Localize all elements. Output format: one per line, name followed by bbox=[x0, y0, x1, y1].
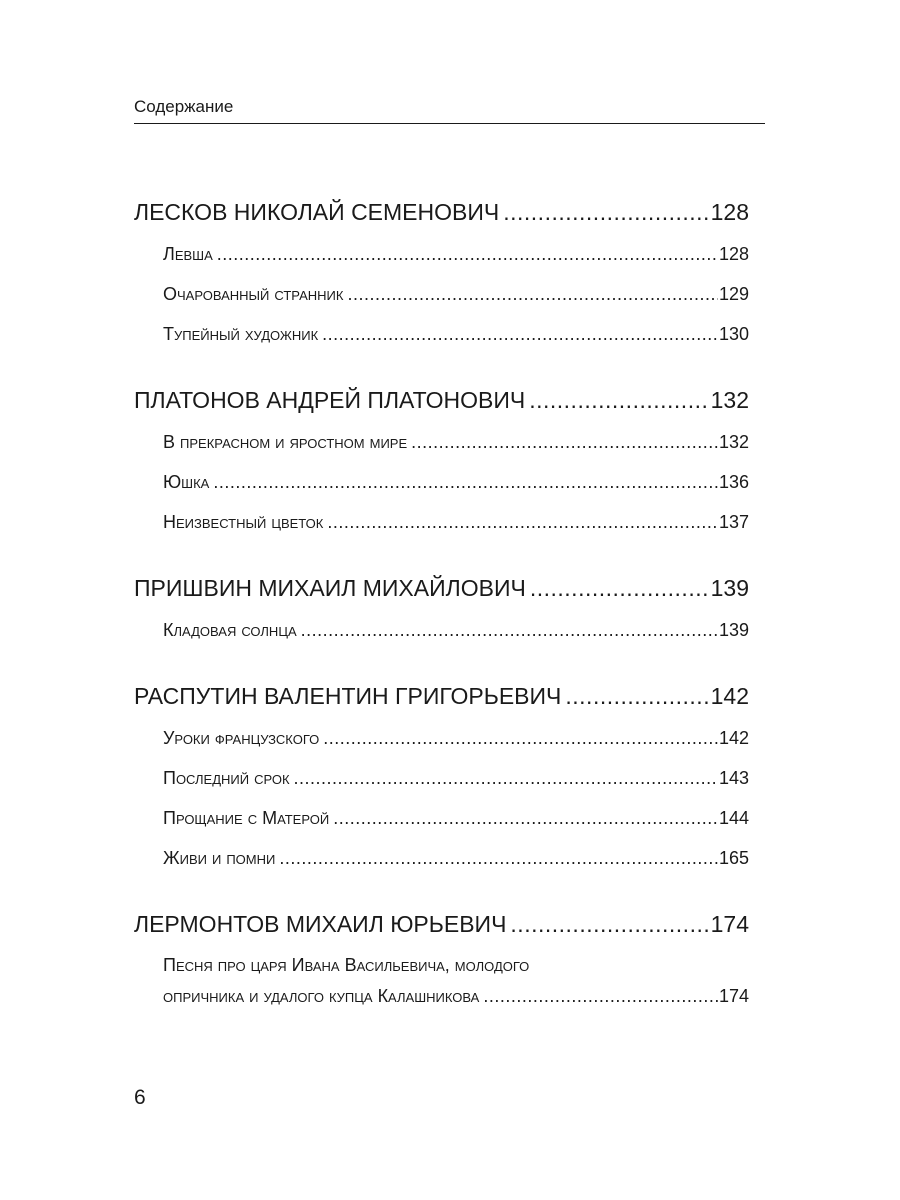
work-title: Прощание с Матерой bbox=[163, 808, 330, 828]
page-number: 165 bbox=[718, 848, 749, 868]
work-title: Тупейный художник bbox=[163, 324, 319, 344]
toc-work-entry[interactable] bbox=[134, 718, 749, 758]
dot-leader bbox=[213, 462, 718, 502]
author-name: ЛЕСКОВ НИКОЛАЙ СЕМЕНОВИЧ bbox=[134, 199, 500, 225]
toc-section-lermontov bbox=[134, 904, 749, 1012]
toc-author-entry[interactable] bbox=[134, 904, 749, 944]
toc-work-entry[interactable] bbox=[134, 462, 749, 502]
dot-leader bbox=[530, 568, 710, 608]
author-name: ЛЕРМОНТОВ МИХАИЛ ЮРЬЕВИЧ bbox=[134, 911, 507, 937]
page-number: 136 bbox=[718, 472, 749, 492]
dot-leader bbox=[301, 610, 718, 650]
toc-section-leskov bbox=[134, 192, 749, 354]
work-title-part: опричника и удалого купца Калашникова bbox=[163, 986, 480, 1006]
dot-leader bbox=[294, 758, 718, 798]
toc-section-rasputin bbox=[134, 676, 749, 878]
dot-leader bbox=[411, 422, 718, 462]
toc-author-entry[interactable] bbox=[134, 676, 749, 716]
toc-section-platonov bbox=[134, 380, 749, 542]
page-number: 128 bbox=[710, 199, 749, 225]
work-title: Живи и помни bbox=[163, 848, 276, 868]
work-title: Очарованный странник bbox=[163, 284, 344, 304]
toc-work-entry[interactable] bbox=[134, 838, 749, 878]
toc-work-entry[interactable] bbox=[134, 234, 749, 274]
dot-leader bbox=[529, 380, 709, 420]
work-title: Юшка bbox=[163, 472, 210, 492]
header-title: Содержание bbox=[134, 97, 234, 116]
dot-leader bbox=[323, 718, 718, 758]
work-title-part: Песня про царя Ивана Васильевича, молодого bbox=[163, 955, 530, 975]
work-title: В прекрасном и яростном мире bbox=[163, 432, 408, 452]
page-number: 174 bbox=[718, 986, 749, 1006]
page-number: 139 bbox=[710, 575, 749, 601]
work-title: Неизвестный цветок bbox=[163, 512, 324, 532]
toc-work-entry[interactable] bbox=[134, 758, 749, 798]
dot-leader bbox=[279, 838, 718, 878]
toc-author-entry[interactable] bbox=[134, 192, 749, 232]
page-number: 129 bbox=[718, 284, 749, 304]
folio-page-number: 6 bbox=[134, 1086, 146, 1109]
work-title-line bbox=[163, 950, 749, 981]
work-title: Левша bbox=[163, 244, 213, 264]
work-title: Последний срок bbox=[163, 768, 290, 788]
dot-leader bbox=[483, 981, 718, 1012]
table-of-contents bbox=[134, 192, 749, 1038]
page-number: 144 bbox=[718, 808, 749, 828]
work-title-line bbox=[163, 981, 749, 1012]
dot-leader bbox=[217, 234, 718, 274]
toc-work-entry[interactable] bbox=[134, 422, 749, 462]
author-name: ПРИШВИН МИХАИЛ МИХАЙЛОВИЧ bbox=[134, 575, 526, 601]
page-number: 130 bbox=[718, 324, 749, 344]
toc-author-entry[interactable] bbox=[134, 380, 749, 420]
toc-section-prishvin bbox=[134, 568, 749, 650]
author-name: ПЛАТОНОВ АНДРЕЙ ПЛАТОНОВИЧ bbox=[134, 387, 526, 413]
toc-work-entry[interactable] bbox=[134, 314, 749, 354]
toc-work-entry[interactable] bbox=[134, 502, 749, 542]
dot-leader bbox=[347, 274, 718, 314]
dot-leader bbox=[510, 904, 709, 944]
dot-leader bbox=[565, 676, 709, 716]
toc-work-entry[interactable] bbox=[134, 946, 749, 1012]
page-number: 142 bbox=[710, 683, 749, 709]
page-number: 132 bbox=[710, 387, 749, 413]
dot-leader bbox=[503, 192, 709, 232]
toc-work-entry[interactable] bbox=[134, 610, 749, 650]
dot-leader bbox=[333, 798, 718, 838]
page-number: 128 bbox=[718, 244, 749, 264]
work-title: Уроки французского bbox=[163, 728, 320, 748]
work-title: Кладовая солнца bbox=[163, 620, 297, 640]
toc-work-entry[interactable] bbox=[134, 274, 749, 314]
page-number: 139 bbox=[718, 620, 749, 640]
dot-leader bbox=[322, 314, 718, 354]
toc-work-entry[interactable] bbox=[134, 798, 749, 838]
page-number: 132 bbox=[718, 432, 749, 452]
page-number: 142 bbox=[718, 728, 749, 748]
page-number: 143 bbox=[718, 768, 749, 788]
toc-author-entry[interactable] bbox=[134, 568, 749, 608]
page-number: 174 bbox=[710, 911, 749, 937]
dot-leader bbox=[327, 502, 718, 542]
page-number: 137 bbox=[718, 512, 749, 532]
author-name: РАСПУТИН ВАЛЕНТИН ГРИГОРЬЕВИЧ bbox=[134, 683, 562, 709]
running-header bbox=[134, 96, 765, 124]
